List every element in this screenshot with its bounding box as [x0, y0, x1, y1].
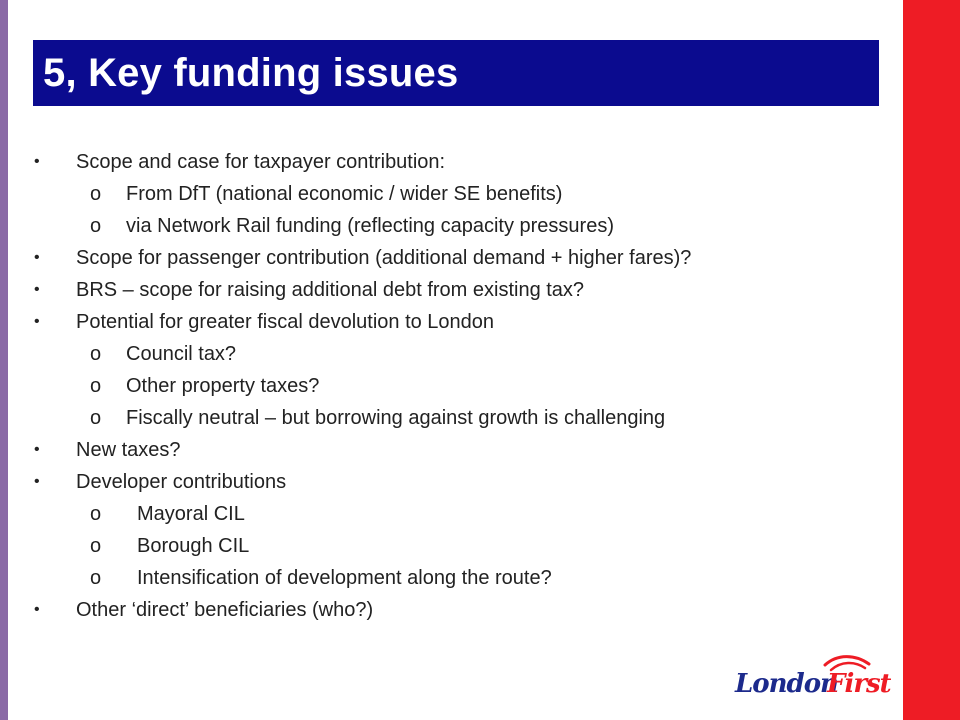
bullet-text: Other ‘direct’ beneficiaries (who?) — [76, 599, 374, 621]
sub-bullet-text: Other property taxes? — [126, 375, 320, 397]
bullet-marker: • — [34, 249, 40, 266]
bullet-item — [0, 468, 900, 500]
bullet-marker: • — [34, 313, 40, 330]
bullet-text: BRS – scope for raising additional debt from existing tax? — [76, 279, 585, 301]
bullet-marker: • — [34, 153, 40, 170]
sub-bullet-marker: o — [90, 375, 102, 397]
sub-bullet-text: Fiscally neutral – but borrowing against growth is challenging — [126, 407, 666, 429]
sub-bullet-item — [0, 404, 900, 436]
sub-bullet-item — [0, 212, 900, 244]
bullet-list — [0, 148, 900, 628]
bullet-text: New taxes? — [76, 439, 181, 461]
sub-bullet-marker: o — [90, 535, 102, 557]
svg-text:First: First — [827, 669, 891, 699]
sub-bullet-item — [0, 564, 900, 596]
bullet-item — [0, 308, 900, 340]
bullet-item — [0, 148, 900, 180]
sub-bullet-marker: o — [90, 503, 102, 525]
sub-bullet-marker: o — [90, 215, 102, 237]
bullet-text: Developer contributions — [76, 471, 287, 493]
sub-bullet-text: via Network Rail funding (reflecting capacity pressures) — [126, 215, 614, 237]
bullet-marker: • — [34, 473, 40, 490]
svg-text:London: London — [735, 669, 838, 699]
bullet-item — [0, 276, 900, 308]
bullet-item — [0, 436, 900, 468]
right-accent-strip — [903, 0, 960, 720]
bullet-text: Scope and case for taxpayer contribution: — [76, 151, 446, 173]
bullet-marker: • — [34, 441, 40, 458]
bullet-item — [0, 244, 900, 276]
sub-bullet-text: Council tax? — [126, 343, 237, 365]
sub-bullet-marker: o — [90, 343, 102, 365]
sub-bullet-text: Mayoral CIL — [137, 503, 245, 525]
bullet-text: Potential for greater fiscal devolution to London — [76, 311, 495, 333]
bullet-text: Scope for passenger contribution (additional demand + higher fares)? — [76, 247, 692, 269]
london-first-logo-icon — [733, 652, 891, 700]
sub-bullet-item — [0, 340, 900, 372]
bullet-item — [0, 596, 900, 628]
bullet-marker: • — [34, 281, 40, 298]
sub-bullet-text: Intensification of development along the route? — [137, 567, 552, 589]
sub-bullet-marker: o — [90, 183, 102, 205]
sub-bullet-item — [0, 180, 900, 212]
bullet-marker: • — [34, 601, 40, 618]
sub-bullet-text: From DfT (national economic / wider SE benefits) — [126, 183, 563, 205]
sub-bullet-item — [0, 372, 900, 404]
slide-title: 5, Key funding issues — [43, 50, 459, 95]
sub-bullet-marker: o — [90, 407, 102, 429]
sub-bullet-item — [0, 500, 900, 532]
sub-bullet-marker: o — [90, 567, 102, 589]
sub-bullet-text: Borough CIL — [137, 535, 250, 557]
sub-bullet-item — [0, 532, 900, 564]
title-bar — [33, 40, 879, 106]
